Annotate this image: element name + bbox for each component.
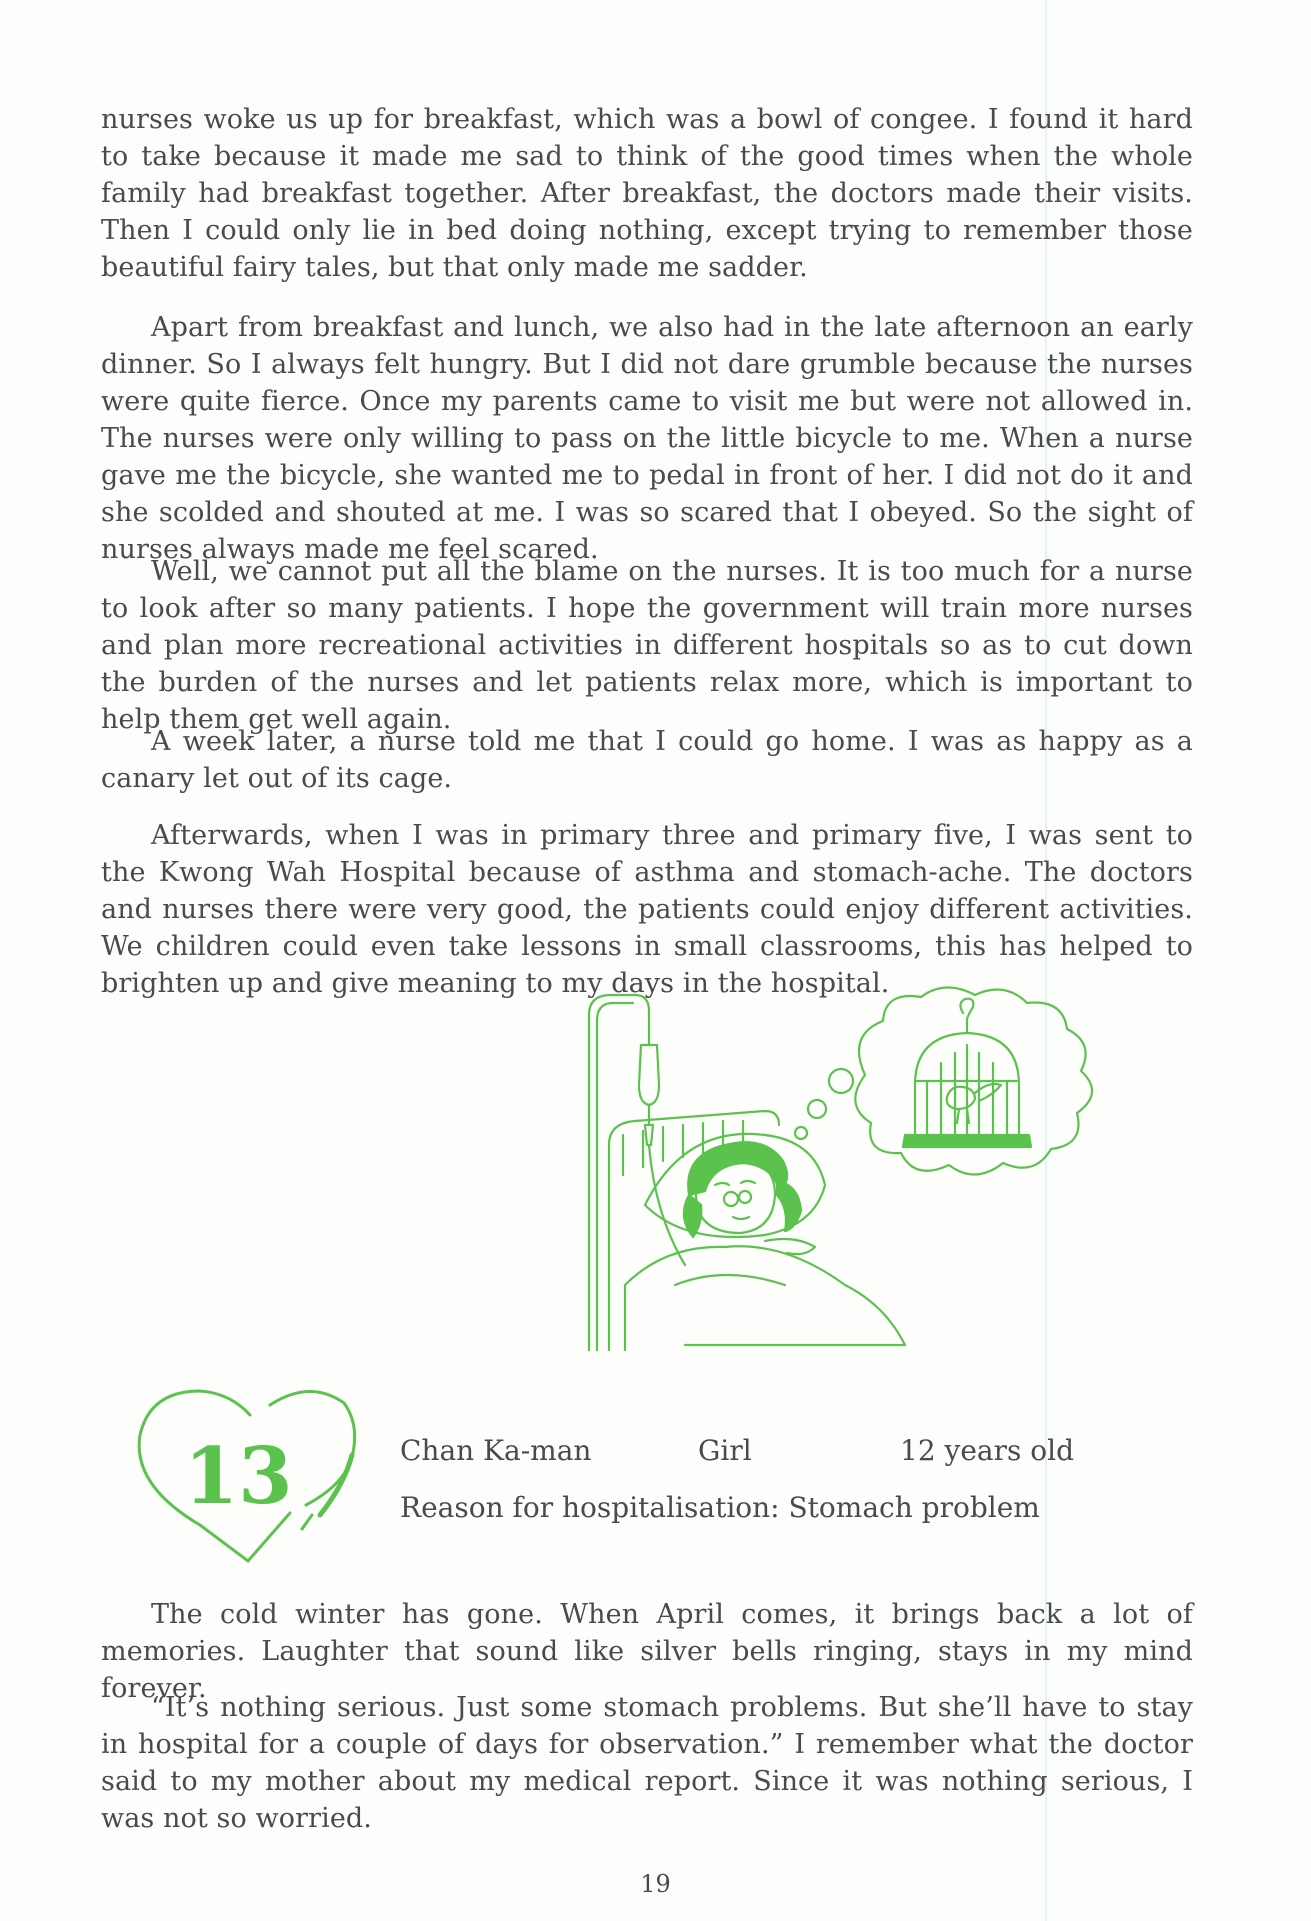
page-number: 19 [640,1870,671,1898]
heart-number-badge [130,1375,360,1565]
paragraph-text: “It’s nothing serious. Just some stomach problems. But she’ll have to stay in hospital for a couple of days for observation.” I remember what the doctor said to my mother about my medical report. Since it was nothing serious, I was not so worried. [101,1692,1193,1834]
paragraph-continued [101,101,1193,286]
paragraph-text: Well, we cannot put all the blame on the nurses. It is too much for a nurse to look after so many patients. I hope the government will train more nurses and plan more recreational activities in different hospitals so as to cut down the burden of the nurses and let patients relax more, which is important to help them get well again. [101,556,1193,735]
paragraph-text: Afterwards, when I was in primary three and primary five, I was sent to the Kwong Wah Hospital because of asthma and stomach-ache. The doctors and nurses there were very good, the patients could enjoy different activities. We children could even take lessons in small classrooms, this has helped to brighten up and give meaning to my days in the hospital. [101,820,1193,999]
hospital-bed-dream-illustration [565,985,1205,1355]
paragraph-doctor-quote [101,1689,1193,1837]
paragraph-text: A week later, a nurse told me that I could go home. I was as happy as a canary let out of its cage. [101,726,1193,794]
paragraph-week-later [101,723,1193,797]
entry-reason: Reason for hospitalisation: Stomach problem [400,1491,1040,1524]
entry-gender: Girl [698,1434,752,1467]
paragraph-nurses [101,553,1193,738]
paragraph-text: nurses woke us up for breakfast, which was a bowl of congee. I found it hard to take because it made me sad to think of the good times when the whole family had breakfast together. After breakfast, the doctors made their visits. Then I could only lie in bed doing nothing, except trying to remember those beautiful fairy tales, but that only made me sadder. [101,104,1193,283]
paragraph-text: Apart from breakfast and lunch, we also had in the late afternoon an early dinner. So I always felt hungry. But I did not dare grumble because the nurses were quite fierce. Once my parents came to visit me but were not allowed in. The nurses were only willing to pass on the little bicycle to me. When a nurse gave me the bicycle, she wanted me to pedal in front of her. I did not do it and she scolded and shouted at me. I was so scared that I obeyed. So the sight of nurses always made me feel scared. [101,312,1193,565]
entry-age: 12 years old [900,1434,1075,1467]
paragraph-afterwards [101,817,1193,1002]
entry-number: 13 [184,1431,293,1522]
entry-name: Chan Ka-man [400,1434,592,1467]
paragraph-meals [101,309,1193,568]
paragraph-text: The cold winter has gone. When April comes, it brings back a lot of memories. Laughter that sound like silver bells ringing, stays in my mind forever. [101,1599,1193,1704]
